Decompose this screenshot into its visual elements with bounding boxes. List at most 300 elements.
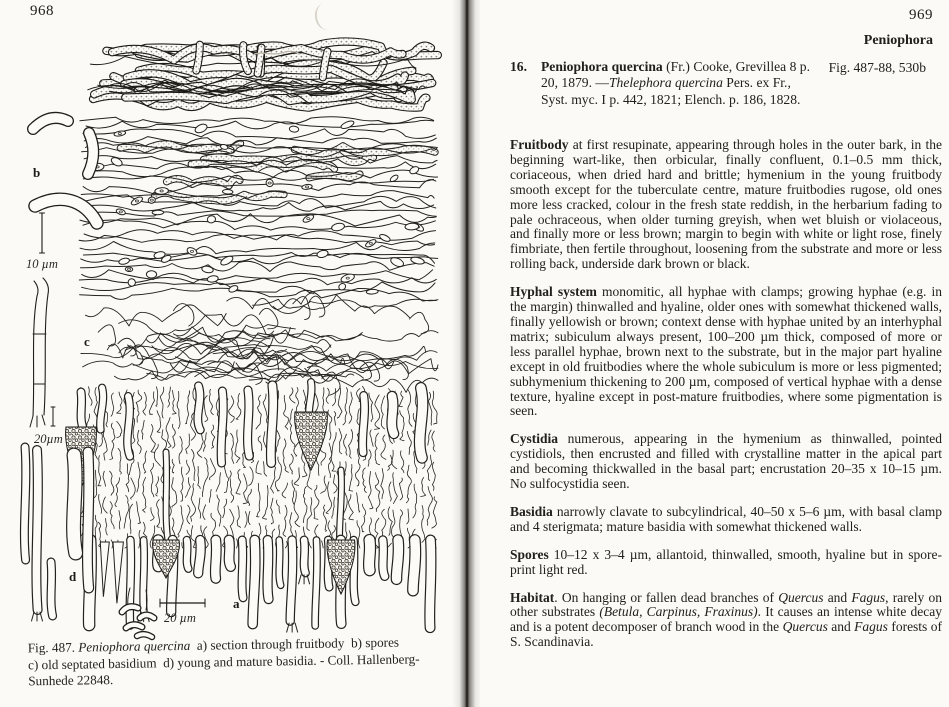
vertical-hypha <box>344 434 347 455</box>
basidium-drawing <box>420 388 423 458</box>
vertical-hypha <box>324 505 327 531</box>
vertical-hypha <box>290 409 295 447</box>
vertical-hypha <box>432 497 437 528</box>
vertical-hypha <box>407 509 409 524</box>
scale-label-10um: 10 µm <box>26 257 58 271</box>
vertical-hypha <box>209 489 211 502</box>
vertical-hypha <box>151 508 155 521</box>
vertical-hypha <box>117 392 123 413</box>
vertical-hypha <box>150 392 155 415</box>
text-segment: Fig. 487. <box>27 639 79 656</box>
basidium-drawing <box>268 540 269 599</box>
hypha-cross-section <box>118 257 130 265</box>
vertical-hypha <box>143 522 147 537</box>
vertical-hypha <box>357 493 360 512</box>
vertical-hypha <box>303 390 305 409</box>
vertical-hypha <box>172 459 174 473</box>
vertical-hypha <box>154 444 160 466</box>
vertical-hypha <box>248 489 252 505</box>
hypha-line <box>173 325 295 340</box>
vertical-hypha <box>285 542 287 549</box>
vertical-hypha <box>400 411 404 441</box>
vertical-hypha <box>349 392 352 423</box>
vertical-hypha <box>110 471 114 495</box>
vertical-hypha <box>202 458 208 497</box>
vertical-hypha <box>103 471 106 486</box>
hypha-line <box>83 176 433 183</box>
vertical-hypha <box>203 505 206 520</box>
vertical-hypha <box>290 454 294 474</box>
vertical-hypha <box>422 506 425 543</box>
pointed-cystidiol-drawing <box>113 542 123 603</box>
paragraph-habitat <box>510 591 942 651</box>
text-segment: Peniophora quercina <box>541 59 663 74</box>
paragraph-hyphal-system <box>510 285 942 419</box>
vertical-hypha <box>407 431 411 454</box>
vertical-hypha <box>337 386 342 418</box>
basidium-drawing <box>430 540 431 628</box>
entry-citation <box>541 59 817 108</box>
vertical-hypha <box>245 512 247 528</box>
vertical-hypha <box>209 389 213 414</box>
spore-drawing <box>88 133 93 174</box>
stippled-hypha-tube <box>258 48 262 74</box>
basidium-drawing <box>36 450 37 610</box>
hypha-cross-section <box>201 265 213 273</box>
basidium-drawing <box>127 396 130 456</box>
text-segment: forests of S. Scandinavia. <box>510 619 942 650</box>
text-segment: . It causes an intense white decay and is a potent decomposer of branch wood in the <box>510 604 942 635</box>
hypha-cross-section <box>194 122 209 134</box>
vertical-hypha <box>375 473 380 512</box>
vertical-hypha <box>375 395 380 430</box>
hypha-cross-section <box>405 223 419 230</box>
hypha-hook <box>98 325 115 346</box>
vertical-hypha <box>421 478 426 497</box>
vertical-hypha <box>362 504 366 532</box>
vertical-hypha <box>259 523 261 539</box>
panel-label-d: d <box>69 569 77 584</box>
sterigmata-drawing <box>32 612 35 621</box>
basidium-drawing <box>315 540 317 626</box>
text-segment: monomitic, all hyphae with clamps; growing hyphae (e.g. in the margin) thinwalled and hyaline, older ones with somewhat thickened walls, finally yellowish or brown; context dense with hyphae united by an interhyphal matrix; subiculum always present, 100–200 µm thick, composed of more or less parallel hyphae, brown next to the substrate, but in the major part hyaline except in old fruitbodies where the whole subiculum is more or less pigmented; subhymenium thickening to 200 µm, composed of vertical hyphae with a dense texture, hyaline except in post-mature fruitbodies, where some pigmentation is seen. <box>510 284 942 419</box>
vertical-hypha <box>138 430 142 453</box>
text-segment: Pers. ex Fr., Syst. myc. I p. 442, 1821; Elench. p. 186, 1828. <box>541 75 801 107</box>
vertical-hypha <box>332 389 335 406</box>
hypha-line <box>253 299 439 308</box>
vertical-hypha <box>375 433 380 465</box>
species-description <box>510 138 942 663</box>
vertical-hypha <box>349 495 354 520</box>
vertical-hypha <box>236 469 241 494</box>
vertical-hypha <box>157 411 161 433</box>
vertical-hypha <box>381 469 384 499</box>
basidium-drawing <box>187 540 189 569</box>
vertical-hypha <box>98 456 101 486</box>
vertical-hypha <box>191 484 196 522</box>
text-segment: narrowly clavate to subcylindrical, 40–50 x 5–6 µm, with basal clamp and 4 sterigmata; mature basidia with somewhat thickened walls. <box>510 503 942 534</box>
vertical-hypha <box>406 465 411 503</box>
vertical-hypha <box>428 392 432 425</box>
vertical-hypha <box>230 471 234 503</box>
entry-number: 16. <box>510 59 527 74</box>
panel-label-a: a <box>233 596 240 611</box>
vertical-hypha <box>231 433 234 463</box>
hypha-cross-section <box>127 278 137 288</box>
vertical-hypha <box>235 430 240 463</box>
fruitbody-section-drawing <box>24 42 438 637</box>
hypha-cross-section <box>155 187 169 194</box>
vertical-hypha <box>137 462 140 492</box>
text-segment: Hyphal system <box>510 284 597 300</box>
vertical-hypha <box>398 391 403 407</box>
hypha-line <box>80 242 435 255</box>
hypha-cross-section <box>364 238 377 248</box>
text-segment: (Betula, Carpinus, Fraxinus) <box>599 604 758 620</box>
vertical-hypha <box>349 464 353 491</box>
figure-caption <box>28 634 461 690</box>
vertical-hypha <box>111 540 113 548</box>
vertical-hypha <box>332 497 335 518</box>
basidium-drawing <box>271 385 273 463</box>
vertical-hypha <box>343 388 348 425</box>
vertical-hypha <box>331 433 336 472</box>
paragraph-spores <box>510 548 942 578</box>
left-page-number: 968 <box>30 3 54 19</box>
hypha-cross-section <box>207 215 217 224</box>
vertical-hypha <box>294 491 300 527</box>
hypha-line <box>83 253 437 259</box>
sterigmata-drawing <box>42 415 45 425</box>
vertical-hypha <box>99 494 102 513</box>
hypha-cross-section <box>228 284 239 293</box>
vertical-hypha <box>271 498 274 524</box>
text-segment: Spores <box>510 546 549 562</box>
hypha-line <box>80 288 437 301</box>
hypha-line <box>85 305 226 326</box>
vertical-hypha <box>217 495 221 526</box>
vertical-hypha <box>237 539 238 548</box>
text-segment: Thelephora quercina <box>608 75 723 91</box>
vertical-hypha <box>204 433 207 452</box>
text-segment: (Fr.) Cooke, Grevillea 8 p. 20, 1879. — <box>541 59 810 91</box>
vertical-hypha <box>370 430 373 447</box>
vertical-hypha <box>428 430 431 445</box>
hypha-cross-section <box>302 184 313 190</box>
text-segment: , rarely on other substrates <box>510 589 942 620</box>
hypha-cross-section <box>116 208 126 216</box>
basidium-drawing <box>304 540 305 573</box>
hypha-cross-section <box>152 210 164 215</box>
vertical-hypha <box>334 412 336 426</box>
cystidium-neck <box>166 452 168 540</box>
vertical-hypha <box>94 387 98 418</box>
basidium-drawing <box>290 540 292 621</box>
vertical-hypha <box>432 431 435 451</box>
paragraph-basidia <box>510 505 942 535</box>
vertical-hypha <box>283 505 287 536</box>
cystidium-neck <box>81 392 83 427</box>
hypha-line <box>128 334 274 349</box>
hypha-cross-section <box>125 267 133 272</box>
vertical-hypha <box>110 423 115 459</box>
basidium-drawing <box>221 391 223 463</box>
septate-basidium-drawing <box>44 294 48 415</box>
figure-487-illustration <box>0 0 462 655</box>
text-segment: and <box>823 589 852 605</box>
vertical-hypha <box>256 461 261 474</box>
panel-label-c: c <box>84 334 90 349</box>
vertical-hypha <box>392 450 397 469</box>
text-segment: a) section through fruitbody b) spores c) old septated basidium d) young and mature basidia. - Coll. Hallenberg- Sunhede 22848. <box>27 634 420 689</box>
vertical-hypha <box>322 541 324 548</box>
vertical-hypha <box>229 396 235 423</box>
hypha-line <box>114 369 296 380</box>
text-segment: 10–12 x 3–4 µm, allantoid, thinwalled, smooth, hyaline but in spore-print light red. <box>510 546 942 577</box>
vertical-hypha <box>216 473 220 492</box>
vertical-hypha <box>328 410 332 440</box>
hypha-cross-section <box>366 289 378 294</box>
vertical-hypha <box>117 421 122 437</box>
vertical-hypha <box>143 477 146 512</box>
paragraph-cystidia <box>510 432 942 492</box>
vertical-hypha <box>181 467 184 501</box>
vertical-hypha <box>103 431 107 460</box>
hypha-cross-section <box>331 222 345 232</box>
text-segment: Quercus <box>782 619 828 635</box>
vertical-hypha <box>282 483 288 498</box>
basidium-drawing <box>215 540 216 578</box>
vertical-hypha <box>168 387 171 407</box>
text-segment: and <box>827 619 855 635</box>
vertical-hypha <box>178 506 183 538</box>
vertical-hypha <box>126 464 129 492</box>
figure-caption-text <box>28 635 420 689</box>
scale-label-20um-bottom: 20 µm <box>164 611 196 625</box>
text-segment: Fagus <box>851 589 886 605</box>
basidium-drawing <box>130 540 131 626</box>
vertical-hypha <box>111 393 114 416</box>
vertical-hypha <box>389 482 391 501</box>
text-segment: Peniophora quercina <box>78 637 191 655</box>
hypha-hook <box>350 361 372 380</box>
hypha-cross-section <box>340 119 355 130</box>
vertical-hypha <box>326 388 329 403</box>
hypha-cross-section <box>186 246 198 257</box>
left-page <box>0 0 456 707</box>
basidium-drawing <box>24 447 25 560</box>
vertical-hypha <box>151 425 156 453</box>
basidium-drawing <box>242 540 243 598</box>
vertical-hypha <box>256 395 261 429</box>
vertical-hypha <box>321 476 327 494</box>
hypha-line <box>81 261 435 271</box>
vertical-hypha <box>187 505 190 524</box>
vertical-hypha <box>256 483 260 517</box>
scale-label-20um-margin: 20µm <box>34 432 63 446</box>
vertical-hypha <box>124 495 129 528</box>
vertical-hypha <box>277 500 280 513</box>
vertical-hypha <box>209 459 215 480</box>
text-segment: . On hanging or fallen dead branches of <box>554 589 779 605</box>
hypha-line <box>83 129 435 139</box>
basidium-drawing <box>100 388 103 430</box>
vertical-hypha <box>401 451 404 473</box>
hypha-hook <box>243 363 262 384</box>
vertical-hypha <box>204 396 208 422</box>
hypha-cross-section <box>379 233 392 243</box>
hypha-hook <box>409 312 428 334</box>
text-segment: Fruitbody <box>510 137 569 152</box>
vertical-hypha <box>284 395 289 429</box>
hypha-cross-section <box>146 271 156 279</box>
text-segment: Fagus <box>854 619 888 635</box>
vertical-hypha <box>381 396 385 429</box>
basidium-drawing <box>279 540 281 585</box>
pointed-cystidiol-drawing <box>100 542 109 597</box>
basidium-drawing <box>74 455 76 553</box>
vertical-hypha <box>156 477 159 496</box>
hypha-line <box>82 270 433 280</box>
vertical-hypha <box>249 467 253 486</box>
vertical-hypha <box>393 473 398 504</box>
vertical-hypha <box>199 498 201 518</box>
vertical-hypha <box>131 478 136 499</box>
vertical-hypha <box>432 391 437 424</box>
basidium-drawing <box>383 540 385 576</box>
vertical-hypha <box>339 429 342 454</box>
sterigmata-drawing <box>295 623 298 632</box>
vertical-hypha <box>248 511 250 524</box>
figure-reference: Fig. 487-88, 530b <box>828 60 926 75</box>
hypha-line <box>80 117 434 124</box>
vertical-hypha <box>427 455 432 480</box>
panel-label-b: b <box>33 165 41 180</box>
septate-basidium-drawing <box>43 278 48 294</box>
text-segment: at first resupinate, appearing through holes in the outer bark, in the beginning wart-like, then orbicular, finally confluent, 0.1–0.5 mm thick, coriaceous, when dried hard and brittle; hymenium in the young fruitbody smooth except for the tuberculate centre, mature fruitbodies rugose, old ones more less cracked, colour in the fresh state reddish, in the herbarium fading to pale ochraceous, when older turning greyish, when wet bluish or violaceous, and finally more or less brown; margin to begin with white or light rose, finely fimbriate, then fertile throughout, loosening from the substrate and more or less rolling back, underside dark brown or black. <box>510 137 942 272</box>
vertical-hypha <box>309 542 312 548</box>
vertical-hypha <box>408 390 412 427</box>
text-segment: Basidia <box>510 503 553 519</box>
basidium-drawing <box>248 390 250 456</box>
vertical-hypha <box>185 478 190 498</box>
sterigmata-drawing <box>30 416 33 427</box>
septate-basidium-drawing <box>34 281 38 296</box>
vertical-hypha <box>118 448 121 474</box>
hypha-cross-section <box>222 189 233 194</box>
vertical-hypha <box>156 387 158 407</box>
hypha-cross-section <box>110 156 124 168</box>
vertical-hypha <box>381 435 386 459</box>
vertical-hypha <box>157 500 160 528</box>
basidium-drawing <box>87 452 88 588</box>
vertical-hypha <box>258 436 262 451</box>
vertical-hypha <box>334 475 338 493</box>
basidium-drawing <box>253 540 256 624</box>
vertical-hypha <box>413 484 417 518</box>
vertical-hypha <box>129 504 132 533</box>
vertical-hypha <box>368 450 371 467</box>
vertical-hypha <box>427 487 432 526</box>
vertical-hypha <box>369 393 373 422</box>
vertical-hypha <box>172 478 177 508</box>
basidium-drawing <box>369 540 370 570</box>
running-head: Peniophora <box>863 33 933 48</box>
cystidium-neck <box>340 470 342 540</box>
vertical-hypha <box>237 506 240 528</box>
basidium-drawing <box>363 396 365 453</box>
encrusted-cystidium-drawing <box>295 412 328 470</box>
vertical-hypha <box>349 430 353 459</box>
hypha-line <box>83 220 435 230</box>
vertical-hypha <box>432 462 435 490</box>
basidium-drawing <box>143 540 144 611</box>
vertical-hypha <box>179 437 182 464</box>
basidium-drawing <box>51 562 53 616</box>
basidium-drawing <box>396 540 398 579</box>
vertical-hypha <box>294 468 299 486</box>
vertical-hypha <box>137 502 141 524</box>
vertical-hypha <box>275 457 281 491</box>
vertical-hypha <box>142 420 144 439</box>
vertical-hypha <box>143 392 147 415</box>
hypha-cross-section <box>289 126 299 133</box>
vertical-hypha <box>88 387 92 406</box>
right-page <box>480 0 949 707</box>
basidium-drawing <box>198 540 201 573</box>
vertical-hypha <box>290 388 295 403</box>
vertical-hypha <box>119 511 121 530</box>
vertical-hypha <box>136 390 142 422</box>
vertical-hypha <box>363 468 367 493</box>
vertical-hypha <box>303 486 307 522</box>
vertical-hypha <box>186 434 190 454</box>
hypha-hook <box>308 296 325 317</box>
vertical-hypha <box>143 451 147 473</box>
hypha-cross-section <box>130 195 144 206</box>
vertical-hypha <box>326 482 332 514</box>
basidium-drawing <box>229 540 231 567</box>
basidium-drawing <box>198 386 201 430</box>
vertical-hypha <box>236 393 241 419</box>
vertical-hypha <box>191 449 195 480</box>
vertical-hypha <box>160 387 164 418</box>
vertical-hypha <box>368 471 373 508</box>
vertical-hypha <box>186 460 189 474</box>
vertical-hypha <box>399 478 402 500</box>
right-page-number: 969 <box>909 7 933 23</box>
basidium-drawing <box>392 396 394 433</box>
septate-basidium-drawing <box>33 296 37 416</box>
basidium-drawing <box>413 540 415 591</box>
vertical-hypha <box>177 391 180 428</box>
vertical-hypha <box>172 424 175 448</box>
text-segment: numerous, appearing in the hymenium as thinwalled, pointed cystidiols, then encrusted and filled with crystalline matter in the apical part and becoming thickwalled in the basal part; encrustation 20–35 x 10–15 µm. No sulfocystidia seen. <box>510 431 942 492</box>
paragraph-fruitbody <box>510 138 942 272</box>
text-segment: Cystidia <box>510 431 559 447</box>
vertical-hypha <box>191 526 196 548</box>
hypha-cross-section <box>316 249 329 258</box>
vertical-hypha <box>182 543 183 548</box>
vertical-hypha <box>198 466 201 488</box>
vertical-hypha <box>263 394 267 423</box>
vertical-hypha <box>264 462 267 477</box>
sterigmata-drawing <box>299 575 302 584</box>
species-entry-heading <box>510 59 936 108</box>
hypha-cross-section <box>114 130 126 137</box>
vertical-hypha <box>314 485 319 519</box>
vertical-hypha <box>307 498 312 531</box>
